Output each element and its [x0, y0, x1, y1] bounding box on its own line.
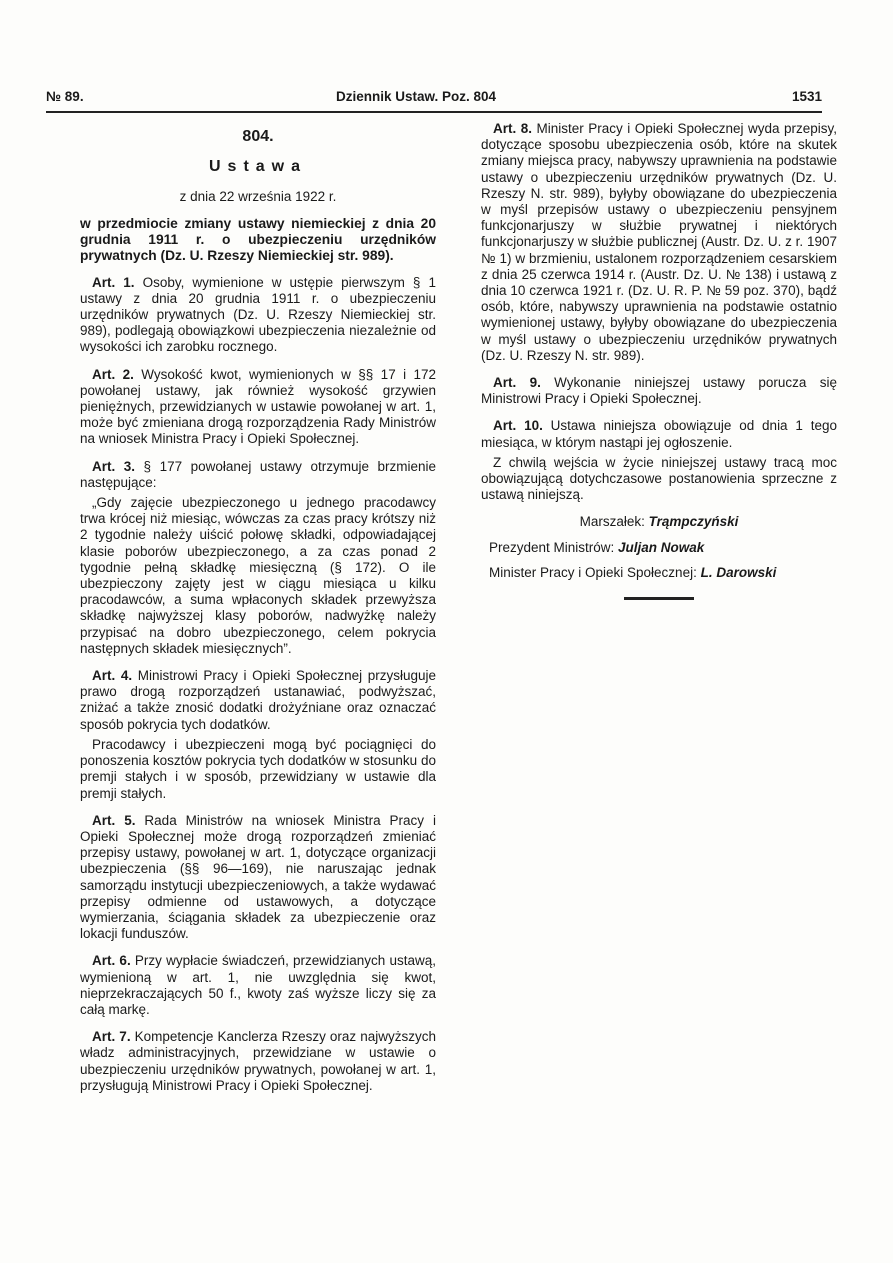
right-column — [481, 121, 837, 600]
left-column — [80, 121, 436, 1105]
article-5-label: Art. 5. — [92, 812, 136, 828]
article-4-label: Art. 4. — [92, 668, 133, 684]
signature-speaker — [481, 514, 837, 530]
position-number: 804. — [242, 128, 274, 145]
article-9-label: Art. 9. — [493, 375, 541, 391]
article-10 — [481, 418, 837, 450]
article-9 — [481, 375, 837, 407]
page-number: 1531 — [791, 89, 822, 104]
end-rule — [624, 597, 694, 600]
article-1 — [80, 275, 436, 356]
article-8-label: Art. 8. — [493, 121, 532, 136]
article-2 — [80, 367, 436, 448]
act-subject: w przedmiocie zmiany ustawy niemieckiej z dnia 20 grudnia 1911 r. o ubezpieczeniu urzędników prywatnych (Dz. U. Rzeszy Niemieckiej str. 989). — [80, 215, 436, 263]
article-2-text: Wysokość kwot, wymienionych w §§ 17 i 172 powołanej ustawy, jak również wysokość grzywien pieniężnych, przewidzianych w ustawie powołanej w art. 1, może być zmieniana drogą rozporządzenia Rady Ministrów na wniosek Ministra Pracy i Opieki Społecznej. — [80, 366, 436, 447]
article-10-text: Ustawa niniejsza obowiązuje od dnia 1 tego miesiąca, w którym nastąpi jej ogłoszenie. — [481, 418, 837, 450]
article-2-label: Art. 2. — [92, 366, 134, 382]
article-5-text: Rada Ministrów na wniosek Ministra Pracy i Opieki Społecznej może drogą rozporządzeń zmieniać przepisy ustawy, powołanej w art. 1, dotyczące organizacji ubezpieczenia (§§ 96—169), nie naruszając jednak samorządu instytucji ubezpieczeniowych, a także wydawać przepisy odmienne od ustawowych, a dotyczące wymierzania, ściągania składek za ubezpieczenie oraz lokacji funduszów. — [80, 812, 436, 942]
article-3 — [80, 459, 436, 491]
article-4-text: Ministrowi Pracy i Opieki Społecznej przysługuje prawo drogą rozporządzeń ustanawiać, podwyższać, zniżać a także znosić dodatki drożyźniane oraz oznaczać sposób pokrycia tych dodatków. — [80, 668, 436, 732]
article-1-text: Osoby, wymienione w ustępie pierwszym § 1 ustawy z dnia 20 grudnia 1911 r. o ubezpieczeniu urzędników prywatnych (Dz. U. Rzeszy Niemieckiej str. 989), podlegają obowiązkowi ubezpieczenia niezależnie od wysokości ich zarobku rocznego. — [80, 274, 436, 355]
article-4-paragraph-2: Pracodawcy i ubezpieczeni mogą być pociągnięci do ponoszenia kosztów pokrycia tych dodatków w stosunku do premji stałych i w sposób, przewidziany w ustawie dla premji stałych. — [80, 736, 436, 801]
article-5 — [80, 813, 436, 943]
article-9-text: Wykonanie niniejszej ustawy porucza się Ministrowi Pracy i Opieki Społecznej. — [481, 375, 837, 407]
article-6-text: Przy wypłacie świadczeń, przewidzianych ustawą, wymienioną w art. 1, nie uwzględnia się kwot, nieprzekraczających 50 f., kwoty zaś wyższe liczy się za całą markę. — [80, 953, 437, 1017]
act-date: z dnia 22 września 1922 r. — [179, 189, 337, 205]
article-10-label: Art. 10. — [493, 418, 543, 434]
article-10-paragraph-2: Z chwilą wejścia w życie niniejszej ustawy tracą moc obowiązującą dotychczasowe postanowienia sprzeczne z ustawą niniejszą. — [481, 454, 837, 503]
article-8 — [481, 121, 837, 364]
signature-speaker-role: Marszałek: — [579, 514, 649, 530]
issue-number: № 89. — [46, 89, 84, 104]
article-3-text: § 177 powołanej ustawy otrzymuje brzmienie następujące: — [80, 458, 436, 490]
article-6-label: Art. 6. — [92, 953, 131, 969]
article-8-text: Minister Pracy i Opieki Społecznej wyda przepisy, dotyczące sposobu ubezpieczenia osób, które na skutek zmiany miejsca pracy, nabywszy uprawnienia na podstawie ustawy o ubezpieczeniu urzędników prywatnych (Dz. U. Rzeszy N. str. 989), byłyby obowiązane do ubezpieczenia w myśl przepisów ustawy o ubezpieczeniu pensyjnem funkcjonarjuszy w służbie prywatnej i niektórych funkcjonarjuszy w służbie publicznej (Austr. Dz. U. z r. 1907 № 1) w brzmieniu, ustalonem rozporządzeniem cesarskiem z dnia 25 czerwca 1914 r. (Austr. Dz. U. № 138) i ustawą z dnia 10 czerwca 1921 r. (Dz. U. R. P. № 59 poz. 370), bądź osób, które, nabywszy uprawnienia na podstawie ostatnio wymienionej ustawy, byłyby obowiązane do ubezpieczenia w myśl ustawy o ubezpieczeniu urzędników prywatnych (Dz. U. Rzeszy N. str. 989). — [481, 121, 837, 363]
header-rule — [46, 111, 822, 113]
signature-labour-minister-name: L. Darowski — [700, 564, 777, 580]
signature-prime-minister — [481, 540, 837, 556]
article-1-label: Art. 1. — [92, 274, 135, 290]
signature-labour-minister — [481, 565, 837, 581]
article-3-label: Art. 3. — [92, 458, 136, 474]
journal-reference: Dziennik Ustaw. Poz. 804 — [336, 89, 497, 104]
signature-prime-minister-role: Prezydent Ministrów: — [489, 539, 619, 555]
article-3-quote: „Gdy zajęcie ubezpieczonego u jednego pracodawcy trwa krócej niż miesiąc, wówczas za czas pracy krótszy niż 2 tygodnie należy uiścić połowę składki, odpowiadającej klasie poborów ubezpieczonego, a za czas ponad 2 tygodnie pełną składkę miesięczną (§ 172). O ile ubezpieczony zajęty jest w ciągu miesiąca u kilku pracodawców, a suma wpłaconych składek przewyższa składkę najwyższej klasy poborów, nadwyżkę należy przypisać na dobro ubezpieczonego, celem pokrycia następnych składek miesięcznych”. — [80, 495, 436, 656]
article-6 — [80, 953, 436, 1018]
signature-labour-minister-role: Minister Pracy i Opieki Społecznej: — [489, 564, 701, 580]
article-7-text: Kompetencje Kanclerza Rzeszy oraz najwyższych władz administracyjnych, przewidziane w ustawie o ubezpieczeniu urzędników prywatnych, powołanej w art. 1, przysługują Ministrowi Pracy i Opieki Społecznej. — [80, 1029, 436, 1093]
article-7 — [80, 1029, 436, 1094]
article-4 — [80, 668, 436, 733]
act-title: Ustawa — [208, 158, 308, 176]
page-header — [46, 86, 822, 108]
signature-prime-minister-name: Juljan Nowak — [618, 539, 705, 555]
article-7-label: Art. 7. — [92, 1029, 131, 1045]
signature-speaker-name: Trąmpczyński — [648, 514, 739, 530]
